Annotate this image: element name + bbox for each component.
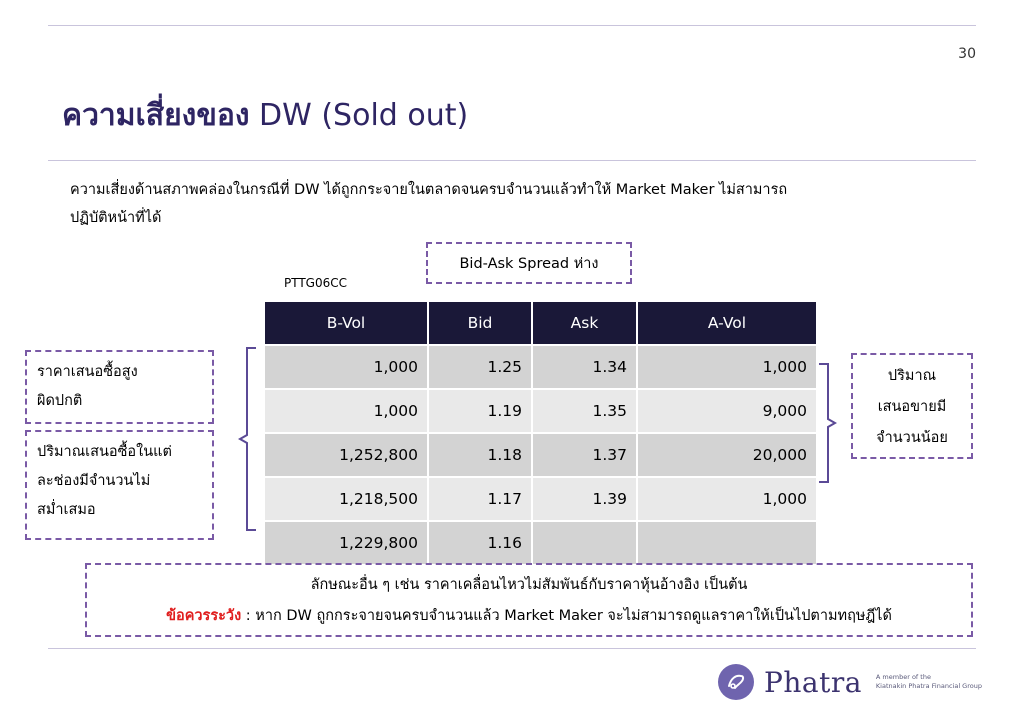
callout-line: สม่ำเสมอ (37, 502, 96, 518)
phatra-logo-icon (718, 664, 754, 700)
right-bracket (815, 362, 839, 484)
cell-bvol: 1,252,800 (265, 433, 428, 477)
ticker-label: PTTG06CC (284, 276, 348, 290)
cell-ask (532, 521, 637, 564)
caution-label: ข้อควรระวัง (166, 608, 242, 624)
table-row (265, 433, 816, 477)
footer-rule (48, 648, 976, 649)
cell-bid: 1.19 (428, 389, 532, 433)
col-header-bid: Bid (428, 302, 532, 345)
cell-ask: 1.37 (532, 433, 637, 477)
phatra-logo (718, 664, 982, 700)
caution-text: : หาก DW ถูกกระจายจนครบจำนวนแล้ว Market Maker จะไม่สามารถดูแลราคาให้เป็นไปตามทฤษฎีได้ (241, 608, 892, 624)
callout-line: เสนอขายมี (877, 399, 947, 415)
callout-line: ราคาเสนอซื้อสูง (37, 364, 138, 380)
intro-line-1: ความเสี่ยงด้านสภาพคล่องในกรณีที่ DW ได้ถูกกระจายในตลาดจนครบจำนวนแล้วทำให้ Market Maker ไม่สามารถ (70, 182, 788, 198)
cell-avol (637, 521, 816, 564)
spread-callout: Bid-Ask Spread ห่าง (426, 242, 632, 284)
logo-tagline (876, 673, 982, 691)
cell-avol: 1,000 (637, 345, 816, 389)
table-row (265, 389, 816, 433)
cell-bvol: 1,229,800 (265, 521, 428, 564)
tagline-line-1: A member of the (875, 673, 931, 681)
col-header-ask: Ask (532, 302, 637, 345)
table-row (265, 521, 816, 564)
cell-avol: 1,000 (637, 477, 816, 521)
callout-line: ปริมาณ (887, 368, 937, 384)
phatra-wordmark: Phatra (764, 665, 862, 699)
col-header-bvol: B-Vol (265, 302, 428, 345)
page-number: 30 (958, 46, 976, 62)
left-bracket (236, 346, 260, 532)
table-header-row (265, 302, 816, 345)
cell-avol: 20,000 (637, 433, 816, 477)
callout-line: ปริมาณเสนอซื้อในแต่ (37, 444, 172, 460)
cell-bid: 1.17 (428, 477, 532, 521)
bid-offer-table (265, 302, 816, 564)
cell-avol: 9,000 (637, 389, 816, 433)
title-thai: ความเสี่ยงของ (62, 98, 250, 133)
tagline-line-2: Kiatnakin Phatra Financial Group (875, 682, 982, 690)
table-row (265, 345, 816, 389)
cell-bvol: 1,218,500 (265, 477, 428, 521)
note-line-1: ลักษณะอื่น ๆ เช่น ราคาเคลื่อนไหวไม่สัมพันธ์กับราคาหุ้นอ้างอิง เป็นต้น (310, 577, 748, 593)
intro-line-2: ปฏิบัติหน้าที่ได้ (70, 210, 162, 226)
cell-ask: 1.35 (532, 389, 637, 433)
uneven-bid-volume-callout (25, 430, 214, 540)
cell-bvol: 1,000 (265, 389, 428, 433)
slide-title (62, 92, 468, 139)
table-row (265, 477, 816, 521)
callout-line: ละช่องมีจำนวนไม่ (37, 473, 151, 489)
note-line-2 (97, 601, 961, 632)
cell-ask: 1.39 (532, 477, 637, 521)
cell-bvol: 1,000 (265, 345, 428, 389)
cell-bid: 1.25 (428, 345, 532, 389)
intro-text (70, 176, 970, 232)
low-offer-volume-callout (851, 353, 973, 459)
title-rule (48, 160, 976, 161)
col-header-avol: A-Vol (637, 302, 816, 345)
cell-ask: 1.34 (532, 345, 637, 389)
cell-bid: 1.16 (428, 521, 532, 564)
top-rule (48, 25, 976, 26)
title-latin: DW (Sold out) (259, 98, 469, 133)
caution-note (85, 563, 973, 637)
callout-line: จำนวนน้อย (876, 430, 948, 446)
high-bid-callout (25, 350, 214, 424)
callout-line: ผิดปกติ (37, 393, 83, 409)
cell-bid: 1.18 (428, 433, 532, 477)
